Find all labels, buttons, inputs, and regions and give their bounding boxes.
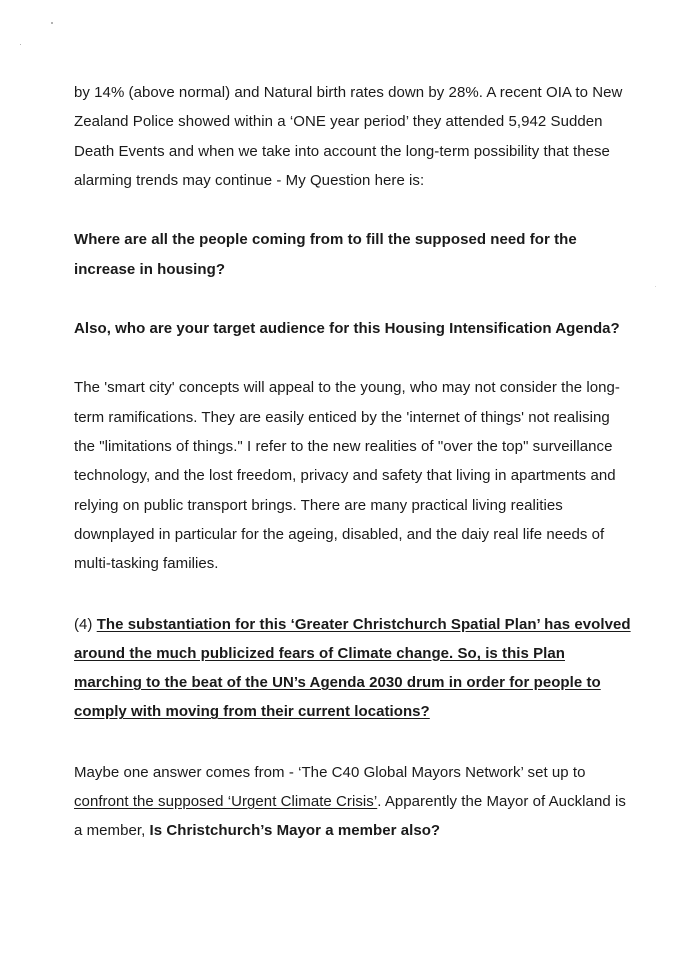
- scan-speck: [655, 286, 656, 287]
- paragraph-spatial-plan: [74, 610, 634, 727]
- spatial-plan-question: The substantiation for this ‘Greater Christchurch Spatial Plan’ has evolved around the much publicized fears of Climate change. So, is this Plan marching to the beat of the UN’s Agenda 2030 drum in order for people to comply with moving from their current locations?: [74, 615, 631, 721]
- mayor-member-question: Is Christchurch’s Mayor a member also?: [149, 822, 441, 840]
- question-target-audience: Also, who are your target audience for this Housing Intensification Agenda?: [74, 320, 620, 338]
- paragraph-c40-mayors: [74, 758, 634, 846]
- climate-crisis-underlined: confront the supposed ‘Urgent Climate Crisis’: [74, 793, 378, 811]
- point-number: (4): [74, 615, 93, 633]
- scan-speck: [20, 44, 21, 45]
- document-body: [74, 78, 634, 846]
- scan-speck: [51, 22, 53, 24]
- c40-lead-text: Maybe one answer comes from - ‘The C40 Global Mayors Network’ set up to: [74, 763, 586, 781]
- paragraph-smart-city: The 'smart city' concepts will appeal to the young, who may not consider the long-term ramifications. They are easily enticed by the 'internet of things' not realising the "limitations of things." I refer to the new realities of "over the top" surveillance technology, and the lost freedom, privacy and safety that living in apartments and relying on public transport brings. There are many practical living realities downplayed in particular for the ageing, disabled, and the daiy real life needs of multi-tasking families.: [74, 379, 620, 573]
- question-housing-need: Where are all the people coming from to fill the supposed need for the increase in housing?: [74, 231, 577, 278]
- c40-middle-text: . Apparently the Mayor of Auckland is a member,: [74, 793, 626, 840]
- paragraph-birth-rates: by 14% (above normal) and Natural birth rates down by 28%. A recent OIA to New Zealand Police showed within a ‘ONE year period’ they attended 5,942 Sudden Death Events and when we take into account the long-term possibility that these alarming trends may continue - My Question here is:: [74, 84, 623, 189]
